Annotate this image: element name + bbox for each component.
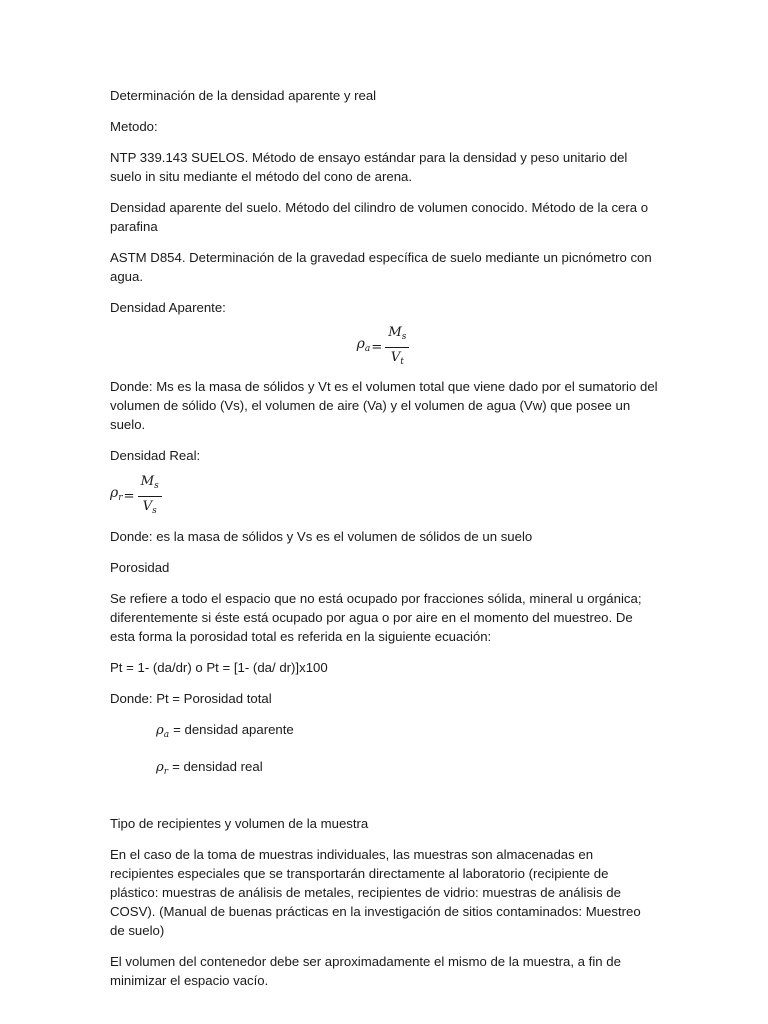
volume-symbol: V bbox=[142, 498, 153, 514]
rho-subscript: a bbox=[364, 344, 371, 354]
porosidad-paragraph: Se refiere a todo el espacio que no está ocupado por fracciones sólida, mineral u orgánica; diferentemente si éste está ocupado por agua o por aire en el momento del muestreo. De esta forma la porosidad total es referida en la siguiente ecuación: bbox=[110, 591, 642, 644]
definition-text: = densidad real bbox=[172, 759, 263, 774]
mass-symbol: M bbox=[388, 324, 402, 340]
fraction-denominator bbox=[388, 348, 407, 371]
rho-subscript: r bbox=[118, 493, 123, 503]
volumen-paragraph: El volumen del contenedor debe ser aproximadamente el mismo de la muestra, a fin de minimizar el espacio vacío. bbox=[110, 954, 621, 988]
mass-symbol: M bbox=[140, 473, 155, 489]
tipo-recipientes-heading: Tipo de recipientes y volumen de la muestra bbox=[110, 816, 369, 831]
equation-fraction bbox=[385, 324, 409, 371]
mass-subscript: s bbox=[154, 480, 159, 491]
equation-fraction bbox=[138, 473, 162, 520]
volume-symbol: V bbox=[390, 349, 401, 365]
rho-symbol bbox=[156, 721, 169, 745]
volume-subscript: s bbox=[152, 505, 157, 516]
equals-sign: = bbox=[371, 339, 383, 355]
formula-pt: Pt = 1- (da/dr) o Pt = [1- (da/ dr)]x100 bbox=[110, 660, 328, 675]
document-page bbox=[110, 86, 658, 1002]
densidad-aparente-heading: Densidad Aparente: bbox=[110, 300, 226, 315]
equation-lhs bbox=[357, 335, 371, 359]
donde-real-paragraph: Donde: es la masa de sólidos y Vs es el volumen de sólidos de un suelo bbox=[110, 529, 533, 544]
definition-text: = densidad aparente bbox=[173, 722, 294, 737]
densidad-aparente-equation bbox=[110, 324, 658, 367]
rho-symbol: ρ bbox=[110, 485, 119, 501]
ntp-paragraph: NTP 339.143 SUELOS. Método de ensayo estándar para la densidad y peso unitario del suelo in situ mediante el método del cono de arena. bbox=[110, 150, 628, 184]
rho-subscript: r bbox=[163, 767, 169, 777]
muestras-paragraph: En el caso de la toma de muestras individuales, las muestras son almacenadas en recipientes especiales que se transportarán directamente al laboratorio (recipiente de plástico: muestras de análisis de metales, recipientes de vidrio: muestras de análisis de COSV). (Manual de buenas prácticas en la investigación de sitios contaminados: Muestreo de suelo) bbox=[110, 847, 641, 938]
equals-sign: = bbox=[123, 488, 135, 504]
rho-symbol bbox=[156, 758, 168, 782]
rho-char: ρ bbox=[156, 760, 164, 775]
donde-pt-paragraph: Donde: Pt = Porosidad total bbox=[110, 691, 272, 706]
fraction-numerator bbox=[385, 324, 409, 348]
volume-subscript: t bbox=[400, 356, 404, 367]
equation-lhs bbox=[110, 484, 123, 508]
porosidad-heading: Porosidad bbox=[110, 560, 170, 575]
rho-char: ρ bbox=[156, 723, 164, 738]
astm-paragraph: ASTM D854. Determinación de la gravedad específica de suelo mediante un picnómetro con agua. bbox=[110, 250, 652, 284]
densidad-real-heading: Densidad Real: bbox=[110, 448, 201, 463]
mass-subscript: s bbox=[401, 331, 407, 342]
rho-symbol: ρ bbox=[356, 336, 365, 352]
fraction-denominator bbox=[140, 497, 160, 520]
densidad-real-equation bbox=[110, 475, 658, 517]
section-spacer bbox=[110, 794, 658, 814]
metodo-heading: Metodo: bbox=[110, 119, 158, 134]
rho-subscript: a bbox=[163, 730, 170, 740]
document-title: Determinación de la densidad aparente y real bbox=[110, 88, 377, 103]
donde-aparente-paragraph: Donde: Ms es la masa de sólidos y Vt es el volumen total que viene dado por el sumatorio del volumen de sólido (Vs), el volumen de aire (Va) y el volumen de agua (Vw) que posee un suelo. bbox=[110, 379, 658, 432]
densidad-aparente-metodo-paragraph: Densidad aparente del suelo. Método del cilindro de volumen conocido. Método de la cera o parafina bbox=[110, 200, 649, 234]
fraction-numerator bbox=[138, 473, 162, 497]
definition-densidad-real bbox=[156, 757, 658, 782]
definition-densidad-aparente bbox=[156, 720, 658, 745]
